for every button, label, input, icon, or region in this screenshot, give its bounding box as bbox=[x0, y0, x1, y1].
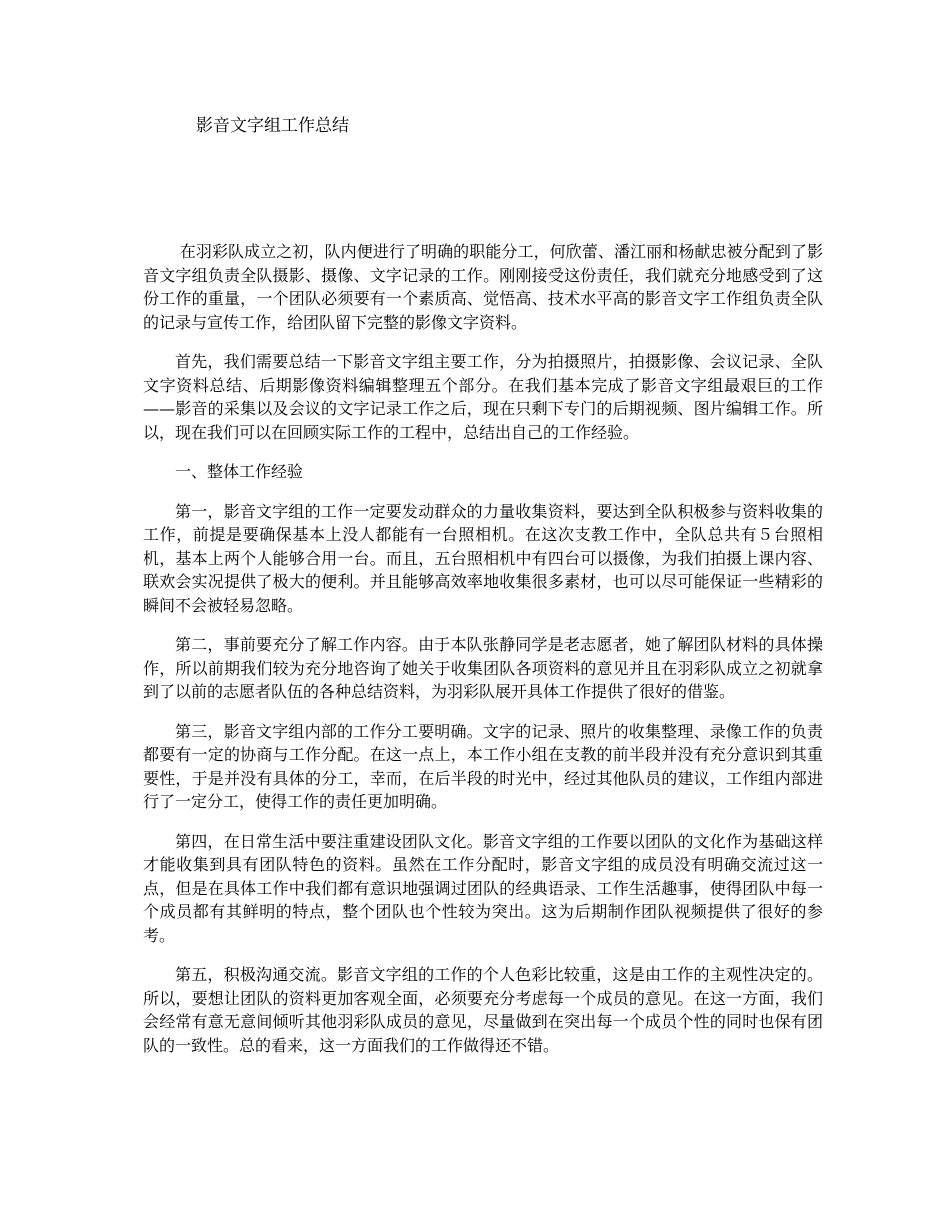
intro-paragraph: 在羽彩队成立之初，队内便进行了明确的职能分工，何欣蕾、潘江丽和杨献忠被分配到了影音文字组负责全队摄影、摄像、文字记录的工作。刚刚接受这份责任，我们就充分地感受到了这份工作的重量，一个团队必须要有一个素质高、觉悟高、技术水平高的影音文字工作组负责全队的记录与宣传工作，给团队留下完整的影像文字资料。 bbox=[143, 242, 823, 332]
experience-paragraph-1: 第一，影音文字组的工作一定要发动群众的力量收集资料，要达到全队积极参与资料收集的工作，前提是要确保基本上没人都能有一台照相机。在这次支教工作中，全队总共有５台照相机，基本上两个人能够合用一台。而且，五台照相机中有四台可以摄像，为我们拍摄上课内容、联欢会实况提供了极大的便利。并且能够高效率地收集很多素材，也可以尽可能保证一些精彩的瞬间不会被轻易忽略。 bbox=[143, 501, 823, 615]
document-body bbox=[143, 240, 823, 1073]
document-title: 影音文字组工作总结 bbox=[196, 116, 349, 136]
experience-paragraph-3: 第三，影音文字组内部的工作分工要明确。文字的记录、照片的收集整理、录像工作的负责都要有一定的协商与工作分配。在这一点上，本工作小组在支教的前半段并没有充分意识到其重要性，于是并没有具体的分工，幸而，在后半段的时光中，经过其他队员的建议，工作组内部进行了一定分工，使得工作的责任更加明确。 bbox=[143, 721, 823, 811]
overview-paragraph: 首先，我们需要总结一下影音文字组主要工作，分为拍摄照片，拍摄影像、会议记录、全队文字资料总结、后期影像资料编辑整理五个部分。在我们基本完成了影音文字组最艰巨的工作——影音的采集以及会议的文字记录工作之后，现在只剩下专门的后期视频、图片编辑工作。所以，现在我们可以在回顾实际工作的工程中，总结出自己的工作经验。 bbox=[143, 352, 823, 442]
experience-paragraph-2: 第二，事前要充分了解工作内容。由于本队张静同学是老志愿者，她了解团队材料的具体操作，所以前期我们较为充分地咨询了她关于收集团队各项资料的意见并且在羽彩队成立之初就拿到了以前的志愿者队伍的各种总结资料，为羽彩队展开具体工作提供了很好的借鉴。 bbox=[143, 635, 823, 701]
experience-paragraph-4: 第四，在日常生活中要注重建设团队文化。影音文字组的工作要以团队的文化作为基础这样才能收集到具有团队特色的资料。虽然在工作分配时，影音文字组的成员没有明确交流过这一点，但是在具体工作中我们都有意识地强调过团队的经典语录、工作生活趣事，使得团队中每一个成员都有其鲜明的特点，整个团队也个性较为突出。这为后期制作团队视频提供了很好的参考。 bbox=[143, 831, 823, 945]
experience-paragraph-5: 第五，积极沟通交流。影音文字组的工作的个人色彩比较重，这是由工作的主观性决定的。所以，要想让团队的资料更加客观全面，必须要充分考虑每一个成员的意见。在这一方面，我们会经常有意无意间倾听其他羽彩队成员的意见，尽量做到在突出每一个成员个性的同时也保有团队的一致性。总的看来，这一方面我们的工作做得还不错。 bbox=[143, 965, 823, 1055]
section-heading: 一、整体工作经验 bbox=[175, 462, 304, 481]
